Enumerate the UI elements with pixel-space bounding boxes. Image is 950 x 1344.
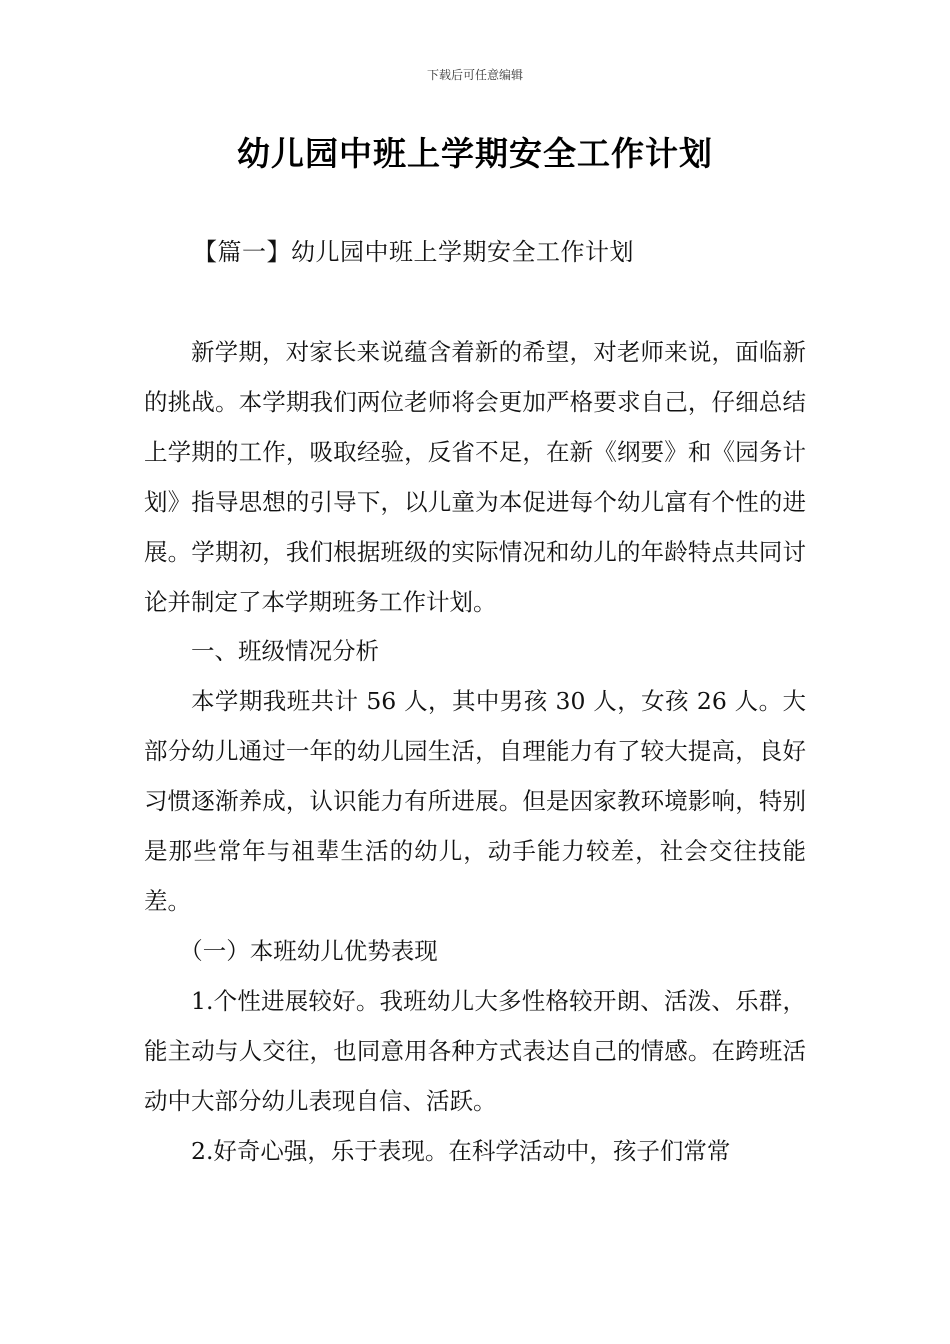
paragraph-intro: 新学期，对家长来说蕴含着新的希望，对老师来说，面临新的挑战。本学期我们两位老师将会更加严格要求自己，仔细总结上学期的工作，吸取经验，反省不足，在新《纲要》和《园务计划》指导思想的引导下，以儿童为本促进每个幼儿富有个性的进展。学期初，我们根据班级的实际情况和幼儿的年龄特点共同讨论并制定了本学期班务工作计划。 [144,338,806,616]
paragraph-item-1: 1.个性进展较好。我班幼儿大多性格较开朗、活泼、乐群，能主动与人交往，也同意用各种方式表达自己的情感。在跨班活动中大部分幼儿表现自信、活跃。 [144,986,806,1115]
paragraph-class-analysis: 本学期我班共计 56 人，其中男孩 30 人，女孩 26 人。大部分幼儿通过一年的幼儿园生活，自理能力有了较大提高，良好习惯逐渐养成，认识能力有所进展。但是因家教环境影响，特别是那些常年与祖辈生活的幼儿，动手能力较差，社会交往技能差。 [144,687,806,915]
subsection-heading-advantages: （一）本班幼儿优势表现 [179,936,438,965]
paragraph-item-2: 2.好奇心强，乐于表现。在科学活动中，孩子们常常 [191,1136,731,1165]
document-title: 幼儿园中班上学期安全工作计划 [237,134,713,173]
header-note: 下载后可任意编辑 [426,68,523,82]
section-heading-class-analysis: 一、班级情况分析 [191,637,379,666]
section-subtitle: 【篇一】幼儿园中班上学期安全工作计划 [193,238,634,266]
document-body [144,328,806,1176]
